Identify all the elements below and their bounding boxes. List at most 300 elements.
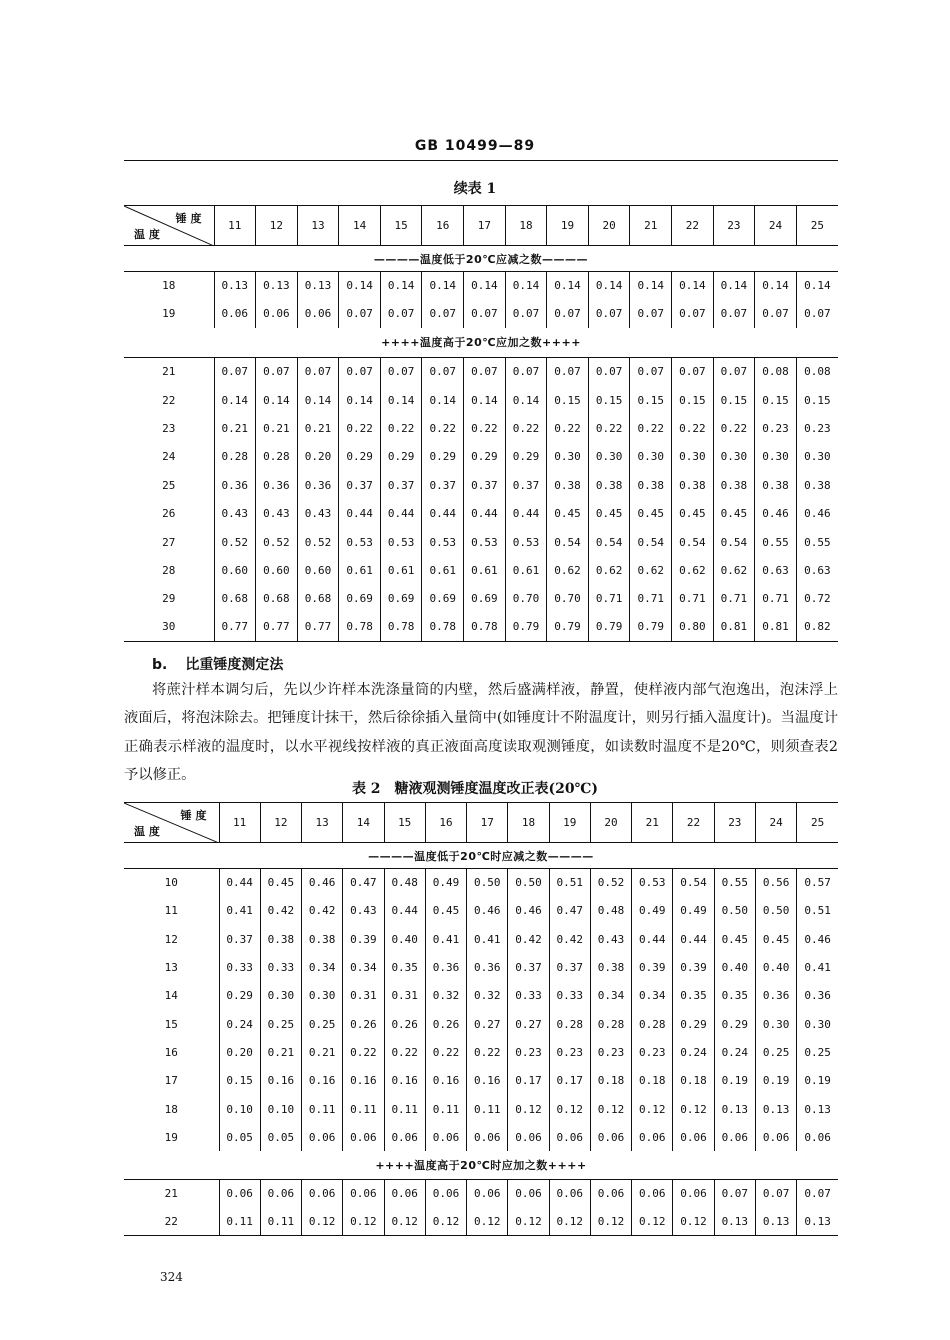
correction-value-cell: 0.16 (384, 1067, 425, 1095)
correction-value-cell: 0.77 (214, 613, 256, 641)
correction-value-cell: 0.62 (630, 556, 672, 584)
correction-value-cell: 0.35 (384, 953, 425, 981)
temperature-cell: 18 (162, 279, 176, 293)
correction-value-cell: 0.29 (380, 443, 422, 471)
correction-value-cell: 0.14 (214, 386, 256, 414)
correction-value-cell: 0.13 (297, 272, 339, 300)
correction-value-cell: 0.07 (547, 358, 589, 386)
correction-value-cell: 0.06 (256, 300, 298, 328)
correction-value-cell: 0.34 (590, 982, 631, 1010)
correction-value-cell: 0.07 (714, 1179, 755, 1207)
column-header-cell: 21 (630, 206, 672, 246)
temperature-cell: 19 (162, 307, 176, 320)
correction-value-cell: 0.68 (297, 585, 339, 613)
correction-value-cell: 0.48 (590, 897, 631, 925)
temperature-cell: 27 (162, 535, 176, 549)
correction-value-cell: 0.78 (464, 613, 506, 641)
section-label: ————温度低于20℃时应减之数———— (124, 843, 838, 869)
correction-value-cell: 0.25 (260, 1010, 301, 1038)
correction-value-cell: 0.28 (549, 1010, 590, 1038)
correction-value-cell: 0.36 (297, 471, 339, 499)
correction-value-cell: 0.36 (214, 471, 256, 499)
correction-value-cell: 0.42 (302, 897, 343, 925)
correction-value-cell: 0.35 (714, 982, 755, 1010)
correction-value-cell: 0.49 (632, 897, 673, 925)
correction-value-cell: 0.07 (796, 300, 838, 328)
correction-value-cell: 0.22 (467, 1038, 508, 1066)
correction-value-cell: 0.12 (508, 1095, 549, 1123)
correction-value-cell: 0.57 (797, 869, 838, 897)
correction-value-cell: 0.11 (302, 1095, 343, 1123)
correction-value-cell: 0.29 (673, 1010, 714, 1038)
correction-value-cell: 0.36 (755, 982, 796, 1010)
correction-value-cell: 0.28 (632, 1010, 673, 1038)
correction-value-cell: 0.06 (673, 1123, 714, 1151)
correction-value-cell: 0.61 (464, 556, 506, 584)
correction-value-cell: 0.14 (796, 272, 838, 300)
correction-value-cell: 0.24 (219, 1010, 260, 1038)
correction-value-cell: 0.16 (343, 1067, 384, 1095)
correction-value-cell: 0.24 (714, 1038, 755, 1066)
correction-value-cell: 0.47 (549, 897, 590, 925)
table-header-row (124, 206, 838, 246)
correction-value-cell: 0.20 (297, 443, 339, 471)
correction-value-cell: 0.21 (297, 414, 339, 442)
correction-value-cell: 0.28 (256, 443, 298, 471)
table-row (124, 300, 838, 328)
table-corner-cell (124, 206, 214, 246)
correction-value-cell: 0.40 (384, 925, 425, 953)
correction-value-cell: 0.69 (422, 585, 464, 613)
correction-value-cell: 0.15 (588, 386, 630, 414)
correction-value-cell: 0.13 (214, 272, 256, 300)
column-header-cell: 19 (547, 206, 589, 246)
correction-value-cell: 0.44 (464, 499, 506, 527)
correction-value-cell: 0.33 (219, 953, 260, 981)
correction-value-cell: 0.14 (339, 272, 381, 300)
correction-value-cell: 0.06 (467, 1179, 508, 1207)
correction-value-cell: 0.31 (343, 982, 384, 1010)
temperature-cell: 11 (164, 904, 178, 918)
correction-value-cell: 0.06 (508, 1123, 549, 1151)
correction-value-cell: 0.32 (425, 982, 466, 1010)
correction-value-cell: 0.06 (714, 1123, 755, 1151)
correction-value-cell: 0.06 (797, 1123, 838, 1151)
column-header-cell: 18 (508, 803, 549, 843)
correction-value-cell: 0.12 (590, 1095, 631, 1123)
correction-value-cell: 0.22 (380, 414, 422, 442)
correction-value-cell: 0.71 (672, 585, 714, 613)
correction-value-cell: 0.14 (422, 272, 464, 300)
correction-value-cell: 0.54 (713, 528, 755, 556)
column-header-cell: 20 (588, 206, 630, 246)
correction-value-cell: 0.21 (256, 414, 298, 442)
correction-value-cell: 0.23 (755, 414, 797, 442)
method-title: 比重锤度测定法 (185, 657, 284, 673)
correction-value-cell: 0.50 (508, 869, 549, 897)
correction-value-cell: 0.07 (380, 300, 422, 328)
correction-value-cell: 0.08 (755, 358, 797, 386)
correction-value-cell: 0.12 (384, 1207, 425, 1235)
column-header-cell: 14 (339, 206, 381, 246)
correction-value-cell: 0.07 (256, 358, 298, 386)
correction-value-cell: 0.06 (632, 1123, 673, 1151)
column-header-cell: 14 (343, 803, 384, 843)
correction-value-cell: 0.06 (508, 1179, 549, 1207)
column-header-cell: 25 (796, 206, 838, 246)
correction-value-cell: 0.19 (755, 1067, 796, 1095)
correction-value-cell: 0.14 (380, 272, 422, 300)
column-header-cell: 24 (755, 206, 797, 246)
temperature-cell: 21 (162, 365, 176, 379)
temperature-cell: 14 (164, 989, 178, 1003)
column-header-cell: 12 (260, 803, 301, 843)
correction-value-cell: 0.55 (796, 528, 838, 556)
correction-value-cell: 0.06 (343, 1179, 384, 1207)
correction-value-cell: 0.06 (343, 1123, 384, 1151)
correction-value-cell: 0.20 (219, 1038, 260, 1066)
correction-value-cell: 0.42 (549, 925, 590, 953)
table-corner-cell (124, 803, 219, 843)
correction-value-cell: 0.24 (673, 1038, 714, 1066)
correction-value-cell: 0.54 (673, 869, 714, 897)
temperature-cell: 13 (164, 961, 178, 975)
correction-value-cell: 0.38 (547, 471, 589, 499)
correction-value-cell: 0.14 (630, 272, 672, 300)
correction-value-cell: 0.37 (339, 471, 381, 499)
correction-value-cell: 0.80 (672, 613, 714, 641)
temperature-cell: 15 (164, 1017, 178, 1031)
correction-value-cell: 0.34 (343, 953, 384, 981)
correction-value-cell: 0.42 (260, 897, 301, 925)
correction-value-cell: 0.49 (425, 869, 466, 897)
correction-value-cell: 0.30 (630, 443, 672, 471)
correction-value-cell: 0.21 (302, 1038, 343, 1066)
correction-value-cell: 0.38 (755, 471, 797, 499)
correction-value-cell: 0.16 (302, 1067, 343, 1095)
table-row (124, 1179, 838, 1207)
correction-value-cell: 0.44 (384, 897, 425, 925)
section-label: ++++温度高于20℃应加之数++++ (124, 328, 838, 358)
correction-value-cell: 0.12 (632, 1207, 673, 1235)
corner-label-temperature: 温 度 (134, 228, 160, 241)
correction-value-cell: 0.78 (339, 613, 381, 641)
table-row (124, 1207, 838, 1235)
table-row (124, 414, 838, 442)
temperature-cell: 29 (162, 592, 176, 606)
correction-value-cell: 0.39 (632, 953, 673, 981)
correction-value-cell: 0.44 (505, 499, 547, 527)
correction-value-cell: 0.39 (673, 953, 714, 981)
correction-value-cell: 0.11 (219, 1207, 260, 1235)
correction-value-cell: 0.07 (214, 358, 256, 386)
correction-value-cell: 0.60 (297, 556, 339, 584)
correction-value-cell: 0.45 (672, 499, 714, 527)
table-row (124, 499, 838, 527)
correction-value-cell: 0.30 (547, 443, 589, 471)
correction-value-cell: 0.61 (422, 556, 464, 584)
correction-value-cell: 0.22 (343, 1038, 384, 1066)
correction-value-cell: 0.37 (505, 471, 547, 499)
correction-value-cell: 0.61 (380, 556, 422, 584)
correction-value-cell: 0.68 (256, 585, 298, 613)
correction-value-cell: 0.48 (384, 869, 425, 897)
correction-value-cell: 0.38 (302, 925, 343, 953)
column-header-cell: 12 (256, 206, 298, 246)
correction-value-cell: 0.37 (508, 953, 549, 981)
correction-value-cell: 0.52 (214, 528, 256, 556)
correction-value-cell: 0.14 (588, 272, 630, 300)
correction-value-cell: 0.30 (588, 443, 630, 471)
correction-value-cell: 0.06 (590, 1179, 631, 1207)
correction-value-cell: 0.13 (714, 1207, 755, 1235)
correction-value-cell: 0.38 (260, 925, 301, 953)
correction-value-cell: 0.44 (673, 925, 714, 953)
table2-caption: 表 2 糖液观测锤度温度改正表(20℃) (351, 781, 599, 797)
correction-value-cell: 0.07 (505, 358, 547, 386)
correction-value-cell: 0.28 (214, 443, 256, 471)
correction-value-cell: 0.77 (256, 613, 298, 641)
correction-value-cell: 0.44 (632, 925, 673, 953)
correction-value-cell: 0.37 (549, 953, 590, 981)
column-header-cell: 17 (467, 803, 508, 843)
correction-value-cell: 0.71 (588, 585, 630, 613)
correction-value-cell: 0.43 (590, 925, 631, 953)
correction-value-cell: 0.50 (714, 897, 755, 925)
correction-value-cell: 0.81 (755, 613, 797, 641)
correction-value-cell: 0.22 (505, 414, 547, 442)
correction-value-cell: 0.45 (630, 499, 672, 527)
correction-value-cell: 0.07 (755, 300, 797, 328)
table-row (124, 443, 838, 471)
correction-value-cell: 0.38 (713, 471, 755, 499)
correction-value-cell: 0.22 (339, 414, 381, 442)
correction-value-cell: 0.07 (630, 300, 672, 328)
table-row (124, 386, 838, 414)
correction-value-cell: 0.29 (339, 443, 381, 471)
column-header-cell: 24 (755, 803, 796, 843)
correction-value-cell: 0.29 (505, 443, 547, 471)
correction-value-cell: 0.06 (214, 300, 256, 328)
correction-value-cell: 0.08 (796, 358, 838, 386)
correction-value-cell: 0.07 (380, 358, 422, 386)
table1-caption: 续表 1 (453, 181, 497, 197)
temperature-cell: 18 (164, 1102, 178, 1116)
table-header-row (124, 803, 838, 843)
correction-value-cell: 0.14 (547, 272, 589, 300)
section-header-row (124, 246, 838, 272)
correction-value-cell: 0.71 (713, 585, 755, 613)
correction-value-cell: 0.55 (755, 528, 797, 556)
temperature-cell: 26 (162, 507, 176, 521)
correction-value-cell: 0.79 (547, 613, 589, 641)
correction-value-cell: 0.30 (797, 1010, 838, 1038)
correction-value-cell: 0.14 (505, 386, 547, 414)
correction-value-cell: 0.06 (425, 1179, 466, 1207)
correction-value-cell: 0.06 (632, 1179, 673, 1207)
correction-value-cell: 0.14 (380, 386, 422, 414)
correction-value-cell: 0.12 (549, 1207, 590, 1235)
correction-value-cell: 0.16 (467, 1067, 508, 1095)
correction-value-cell: 0.77 (297, 613, 339, 641)
correction-value-cell: 0.53 (505, 528, 547, 556)
correction-value-cell: 0.38 (588, 471, 630, 499)
correction-value-cell: 0.41 (467, 925, 508, 953)
corner-label-brix: 锤 度 (175, 212, 202, 225)
correction-value-cell: 0.23 (796, 414, 838, 442)
table-row (124, 1067, 838, 1095)
correction-value-cell: 0.11 (467, 1095, 508, 1123)
corner-label-brix: 锤 度 (180, 809, 207, 822)
correction-value-cell: 0.45 (714, 925, 755, 953)
correction-value-cell: 0.15 (796, 386, 838, 414)
temperature-cell: 22 (162, 393, 176, 407)
section-header-row (124, 328, 838, 358)
correction-value-cell: 0.46 (508, 897, 549, 925)
correction-value-cell: 0.23 (549, 1038, 590, 1066)
correction-value-cell: 0.63 (755, 556, 797, 584)
correction-value-cell: 0.45 (425, 897, 466, 925)
correction-value-cell: 0.25 (302, 1010, 343, 1038)
table2-correction-table (124, 802, 838, 1236)
table-row (124, 982, 838, 1010)
table-row (124, 953, 838, 981)
correction-value-cell: 0.45 (755, 925, 796, 953)
correction-value-cell: 0.38 (672, 471, 714, 499)
column-header-cell: 16 (422, 206, 464, 246)
correction-value-cell: 0.12 (632, 1095, 673, 1123)
correction-value-cell: 0.56 (755, 869, 796, 897)
correction-value-cell: 0.18 (590, 1067, 631, 1095)
correction-value-cell: 0.54 (630, 528, 672, 556)
correction-value-cell: 0.16 (425, 1067, 466, 1095)
temperature-cell: 23 (162, 421, 176, 435)
correction-value-cell: 0.52 (297, 528, 339, 556)
correction-value-cell: 0.25 (755, 1038, 796, 1066)
correction-value-cell: 0.69 (464, 585, 506, 613)
correction-value-cell: 0.06 (755, 1123, 796, 1151)
correction-value-cell: 0.29 (219, 982, 260, 1010)
correction-value-cell: 0.12 (508, 1207, 549, 1235)
column-header-cell: 13 (302, 803, 343, 843)
correction-value-cell: 0.14 (672, 272, 714, 300)
correction-value-cell: 0.07 (505, 300, 547, 328)
correction-value-cell: 0.61 (505, 556, 547, 584)
correction-value-cell: 0.06 (549, 1123, 590, 1151)
correction-value-cell: 0.29 (714, 1010, 755, 1038)
correction-value-cell: 0.69 (339, 585, 381, 613)
correction-value-cell: 0.33 (549, 982, 590, 1010)
correction-value-cell: 0.60 (214, 556, 256, 584)
correction-value-cell: 0.10 (219, 1095, 260, 1123)
correction-value-cell: 0.50 (755, 897, 796, 925)
correction-value-cell: 0.38 (590, 953, 631, 981)
correction-value-cell: 0.14 (339, 386, 381, 414)
correction-value-cell: 0.13 (256, 272, 298, 300)
correction-value-cell: 0.28 (590, 1010, 631, 1038)
correction-value-cell: 0.11 (343, 1095, 384, 1123)
correction-value-cell: 0.16 (260, 1067, 301, 1095)
correction-value-cell: 0.33 (508, 982, 549, 1010)
correction-value-cell: 0.62 (713, 556, 755, 584)
correction-value-cell: 0.22 (547, 414, 589, 442)
correction-value-cell: 0.10 (260, 1095, 301, 1123)
correction-value-cell: 0.18 (673, 1067, 714, 1095)
column-header-cell: 17 (464, 206, 506, 246)
column-header-cell: 16 (425, 803, 466, 843)
correction-value-cell: 0.36 (797, 982, 838, 1010)
correction-value-cell: 0.06 (302, 1179, 343, 1207)
column-header-cell: 15 (384, 803, 425, 843)
correction-value-cell: 0.82 (796, 613, 838, 641)
table-row (124, 869, 838, 897)
correction-value-cell: 0.53 (339, 528, 381, 556)
correction-value-cell: 0.43 (256, 499, 298, 527)
correction-value-cell: 0.23 (508, 1038, 549, 1066)
correction-value-cell: 0.46 (302, 869, 343, 897)
correction-value-cell: 0.06 (297, 300, 339, 328)
correction-value-cell: 0.17 (549, 1067, 590, 1095)
correction-value-cell: 0.18 (632, 1067, 673, 1095)
correction-value-cell: 0.44 (380, 499, 422, 527)
correction-value-cell: 0.54 (588, 528, 630, 556)
correction-value-cell: 0.11 (260, 1207, 301, 1235)
correction-value-cell: 0.22 (713, 414, 755, 442)
correction-value-cell: 0.14 (297, 386, 339, 414)
table-row (124, 1123, 838, 1151)
correction-value-cell: 0.07 (422, 358, 464, 386)
correction-value-cell: 0.11 (384, 1095, 425, 1123)
correction-value-cell: 0.31 (384, 982, 425, 1010)
table-row (124, 613, 838, 641)
correction-value-cell: 0.07 (464, 300, 506, 328)
correction-value-cell: 0.38 (796, 471, 838, 499)
correction-value-cell: 0.07 (547, 300, 589, 328)
correction-value-cell: 0.07 (755, 1179, 796, 1207)
method-paragraph: 将蔗汁样本调匀后，先以少许样本洗涤量筒的内壁，然后盛满样液，静置，使样液内部气泡逸出，泡沫浮上液面后，将泡沫除去。把锤度计抹干，然后徐徐插入量筒中(如锤度计不附温度计，则另行插入温度计)。当温度计正确表示样液的温度时，以水平视线按样液的真正液面高度读取观测锤度，如读数时温度不是20℃，则须查表2予以修正。 (124, 682, 838, 784)
table1-correction-table (124, 205, 838, 642)
column-header-cell: 23 (714, 803, 755, 843)
correction-value-cell: 0.05 (219, 1123, 260, 1151)
correction-value-cell: 0.22 (464, 414, 506, 442)
correction-value-cell: 0.79 (505, 613, 547, 641)
correction-value-cell: 0.26 (343, 1010, 384, 1038)
correction-value-cell: 0.63 (796, 556, 838, 584)
correction-value-cell: 0.19 (714, 1067, 755, 1095)
correction-value-cell: 0.46 (755, 499, 797, 527)
table-row (124, 1038, 838, 1066)
correction-value-cell: 0.40 (714, 953, 755, 981)
correction-value-cell: 0.70 (505, 585, 547, 613)
correction-value-cell: 0.51 (549, 869, 590, 897)
correction-value-cell: 0.78 (422, 613, 464, 641)
correction-value-cell: 0.06 (260, 1179, 301, 1207)
correction-value-cell: 0.81 (713, 613, 755, 641)
correction-value-cell: 0.30 (713, 443, 755, 471)
correction-value-cell: 0.36 (467, 953, 508, 981)
correction-value-cell: 0.34 (632, 982, 673, 1010)
correction-value-cell: 0.12 (673, 1095, 714, 1123)
correction-value-cell: 0.07 (713, 300, 755, 328)
correction-value-cell: 0.07 (339, 358, 381, 386)
correction-value-cell: 0.39 (343, 925, 384, 953)
correction-value-cell: 0.07 (713, 358, 755, 386)
correction-value-cell: 0.12 (673, 1207, 714, 1235)
table-row (124, 528, 838, 556)
correction-value-cell: 0.33 (260, 953, 301, 981)
correction-value-cell: 0.15 (219, 1067, 260, 1095)
temperature-cell: 30 (124, 613, 214, 641)
